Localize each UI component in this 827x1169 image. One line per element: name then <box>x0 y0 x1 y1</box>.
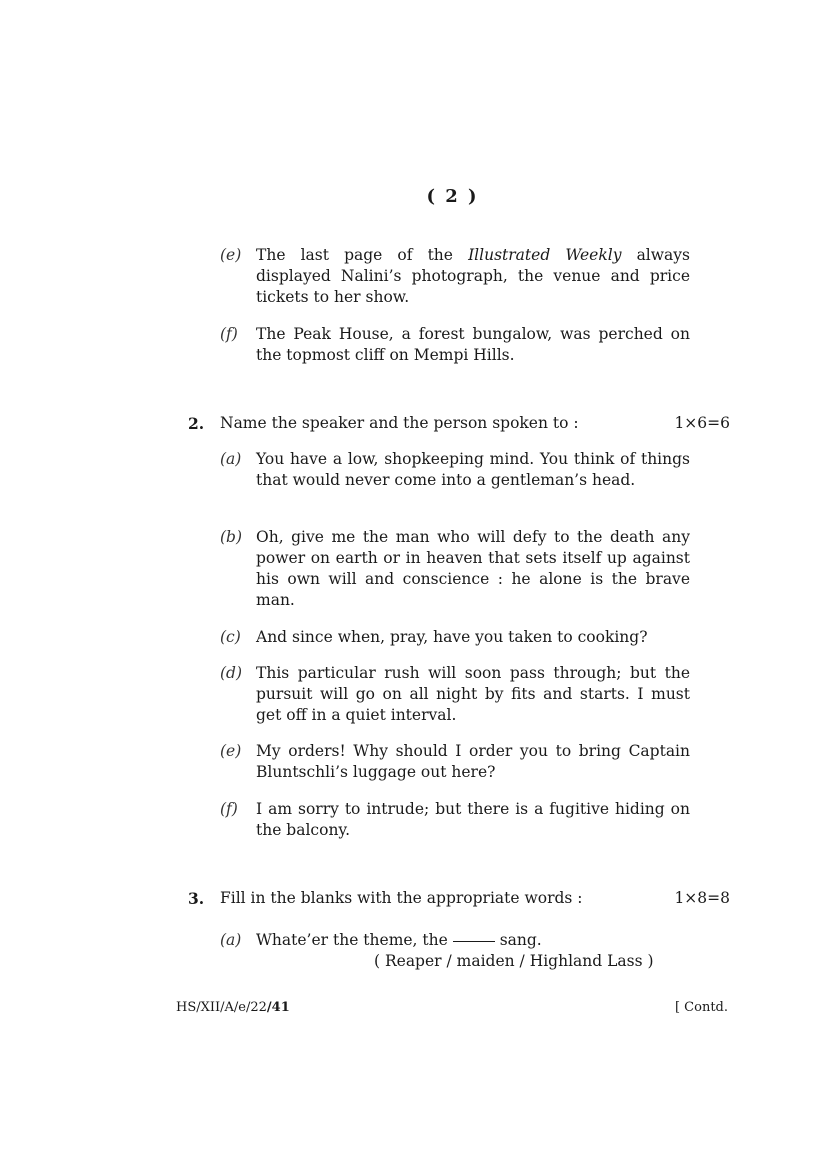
question-item-2c <box>220 627 690 648</box>
question-marks: 1×6=6 <box>674 414 730 432</box>
item-label: (f) <box>220 325 238 343</box>
answer-options: ( Reaper / maiden / Highland Lass ) <box>374 952 654 970</box>
question-3-heading <box>188 888 730 909</box>
question-item-3a <box>220 930 690 951</box>
paper-code: HS/XII/A/e/22/41 <box>176 1000 290 1015</box>
page-number: ( 2 ) <box>426 186 479 207</box>
question-marks: 1×8=8 <box>674 889 730 907</box>
question-item-2a <box>220 449 690 491</box>
item-label: (c) <box>220 628 241 646</box>
item-label: (a) <box>220 450 242 468</box>
answer-blank <box>453 941 495 942</box>
question-stem: Name the speaker and the person spoken to : <box>220 414 579 432</box>
item-label: (e) <box>220 742 242 760</box>
question-number: 2. <box>188 414 205 433</box>
item-text: My orders! Why should I order you to bring Captain Bluntschli’s luggage out here? <box>256 742 690 781</box>
question-item-2f <box>220 799 690 841</box>
continued-note: [ Contd. <box>674 1000 728 1015</box>
item-label: (b) <box>220 528 243 546</box>
item-text: This particular rush will soon pass through; but the pursuit will go on all night by fits and starts. I must get off in a quiet interval. <box>256 664 690 724</box>
question-item-1e <box>220 245 690 308</box>
question-2-heading <box>188 413 730 434</box>
question-item-2d <box>220 663 690 726</box>
question-item-1f <box>220 324 690 366</box>
item-label: (e) <box>220 246 242 264</box>
item-label: (a) <box>220 931 242 949</box>
italic-title: Illustrated Weekly <box>468 246 622 264</box>
item-text: Oh, give me the man who will defy to the death any power on earth or in heaven that sets itself up against his own will and conscience : he alone is the brave man. <box>256 528 690 609</box>
item-text: And since when, pray, have you taken to cooking? <box>256 628 648 646</box>
item-label: (d) <box>220 664 243 682</box>
question-number: 3. <box>188 889 205 908</box>
question-item-2b <box>220 527 690 611</box>
item-text: I am sorry to intrude; but there is a fugitive hiding on the balcony. <box>256 800 690 839</box>
item-text: You have a low, shopkeeping mind. You think of things that would never come into a gentleman’s head. <box>256 450 690 489</box>
question-item-2e <box>220 741 690 783</box>
item-text: The Peak House, a forest bungalow, was perched on the topmost cliff on Mempi Hills. <box>256 325 690 364</box>
item-text: The last page of the Illustrated Weekly always displayed Nalini’s photograph, the venue and price tickets to her show. <box>256 246 690 306</box>
question-stem: Fill in the blanks with the appropriate words : <box>220 889 583 907</box>
item-text: Whate’er the theme, the sang. <box>256 931 542 949</box>
item-label: (f) <box>220 800 238 818</box>
